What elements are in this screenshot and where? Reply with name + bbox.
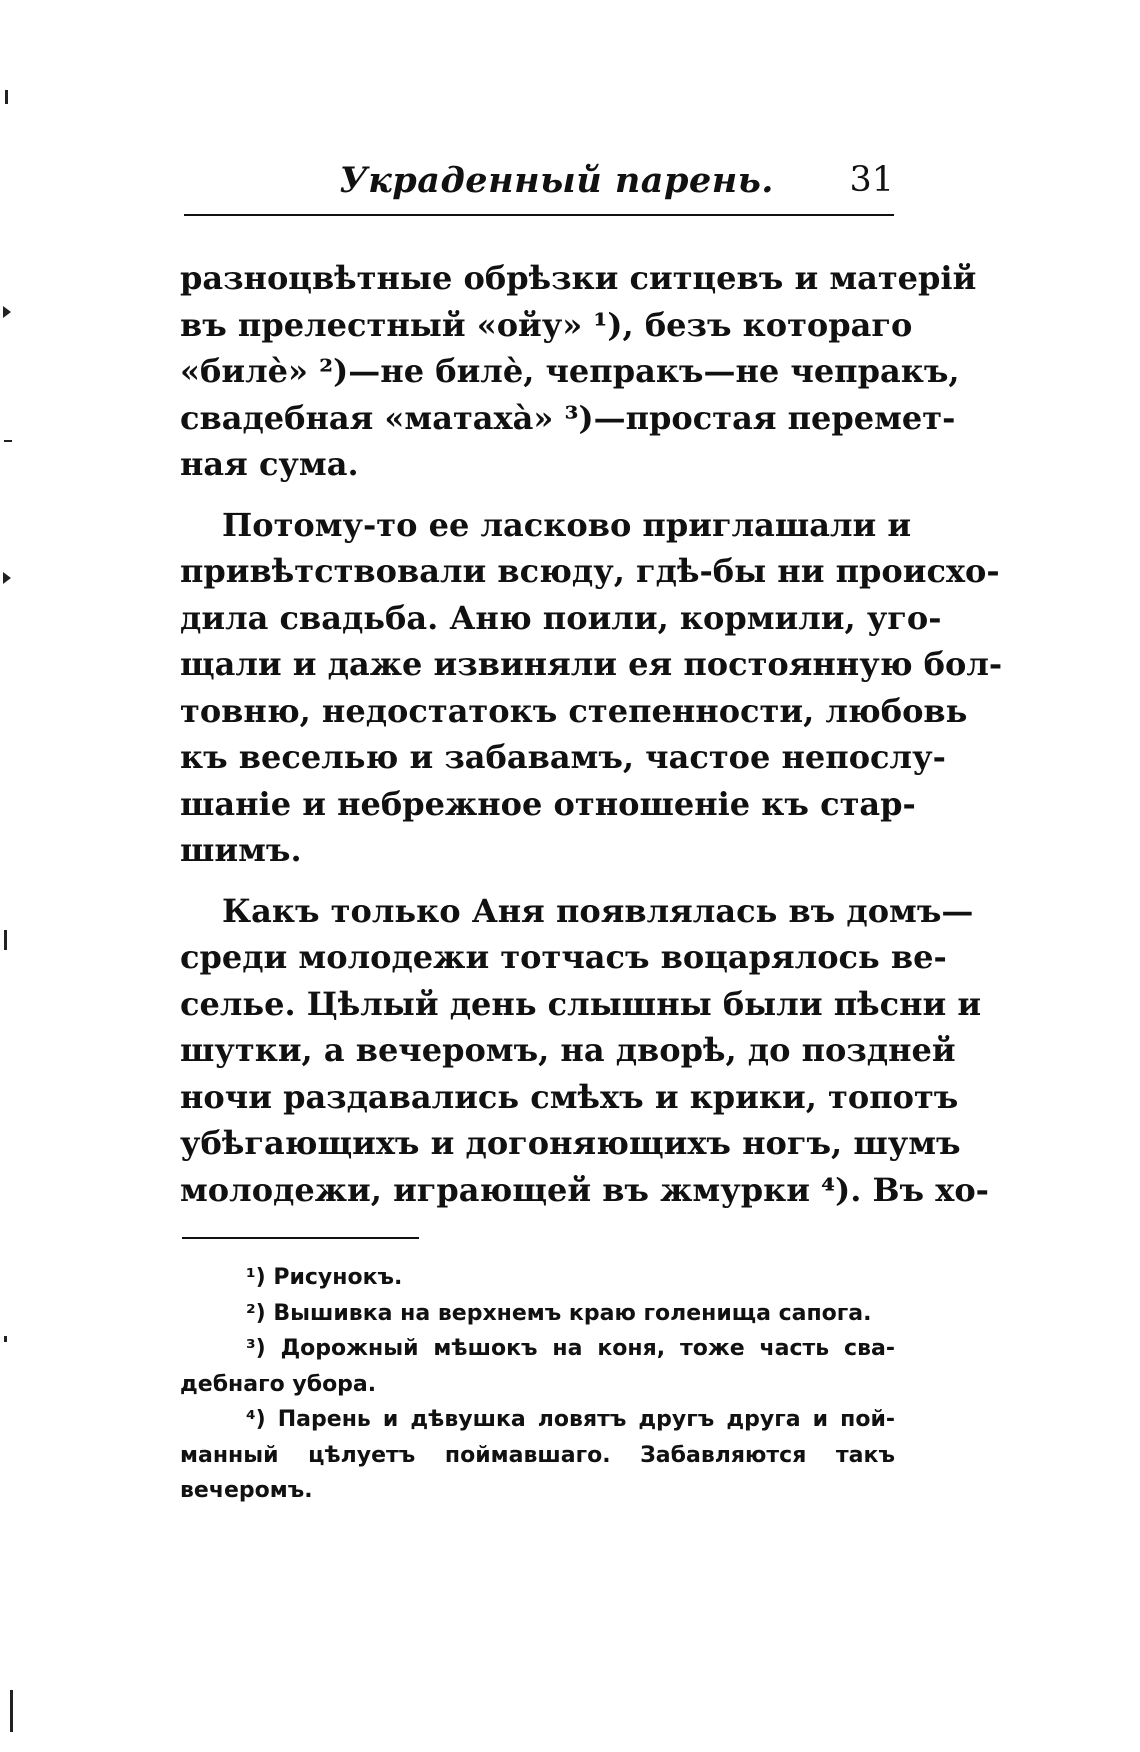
footnote-line: дебнаго убора. xyxy=(180,1371,377,1397)
page-number: 31 xyxy=(849,160,894,200)
footnote-1 xyxy=(180,1260,895,1296)
footnote-4 xyxy=(180,1402,895,1509)
text-line: молодежи, играющей въ жмурки ⁴). Въ хо- xyxy=(180,1170,989,1209)
text-line: разноцвѣтные обрѣзки ситцевъ и матерій xyxy=(180,259,977,297)
paragraph-1 xyxy=(180,255,977,488)
footnotes xyxy=(180,1260,895,1509)
paragraph-3 xyxy=(180,888,989,1214)
text-line: дила свадьба. Аню поили, кормили, уго- xyxy=(180,598,942,637)
text-line: товню, недостатокъ степенности, любовь xyxy=(180,691,968,730)
scan-mark xyxy=(3,306,11,318)
running-title: Украденный парень. xyxy=(339,160,774,201)
text-line: среди молодежи тотчасъ воцарялось ве- xyxy=(180,938,947,976)
body-text xyxy=(180,255,1003,1213)
text-line: убѣгающихъ и догоняющихъ ногъ, шумъ xyxy=(180,1124,961,1162)
text-line: привѣтствовали всюду, гдѣ-бы ни происхо- xyxy=(180,552,1000,590)
running-head xyxy=(184,160,894,210)
scan-mark xyxy=(10,1690,13,1732)
text-line: ночи раздавались смѣхъ и крики, топотъ xyxy=(180,1077,959,1116)
scan-mark xyxy=(5,90,8,104)
text-line: шутки, а вечеромъ, на дворѣ, до поздней xyxy=(180,1031,956,1069)
text-line: ная сума. xyxy=(180,445,359,483)
header-rule xyxy=(184,214,894,216)
text-line: Потому-то ее ласково приглашали и xyxy=(222,505,912,544)
text-line: селье. Цѣлый день слышны были пѣсни и xyxy=(180,984,982,1023)
footnote-line: манный цѣлуетъ поймавшаго. Забавляются такъ xyxy=(180,1442,895,1468)
scan-mark xyxy=(3,572,11,584)
footnote-line: ³) Дорожный мѣшокъ на коня, тоже часть сва- xyxy=(246,1336,895,1361)
scan-mark xyxy=(4,930,7,950)
footnote-line: ¹) Рисунокъ. xyxy=(246,1265,403,1290)
text-line: шаніе и небрежное отношеніе къ стар- xyxy=(180,784,916,823)
text-line: Какъ только Аня появлялась въ домъ— xyxy=(222,891,974,930)
scan-mark xyxy=(4,440,12,442)
footnote-line: ⁴) Парень и дѣвушка ловятъ другъ друга и пой- xyxy=(246,1407,895,1432)
text-line: щали и даже извиняли ея постоянную бол- xyxy=(180,645,1003,683)
footnote-line: ²) Вышивка на верхнемъ краю голенища сапога. xyxy=(246,1300,872,1326)
text-line: свадебная «матахà» ³)—простая перемет- xyxy=(180,398,956,437)
text-line: къ веселью и забавамъ, частое непослу- xyxy=(180,738,946,776)
paragraph-2 xyxy=(180,502,1003,874)
scan-mark xyxy=(4,1336,7,1342)
footnote-3 xyxy=(180,1331,895,1402)
text-line: «билѐ» ²)—не билѐ, чепракъ—не чепракъ, xyxy=(180,352,960,390)
footnote-2 xyxy=(180,1296,895,1332)
text-line: въ прелестный «ойу» ¹), безъ котораго xyxy=(180,305,913,344)
footnote-line: вечеромъ. xyxy=(180,1478,313,1503)
footnote-rule xyxy=(182,1237,419,1239)
text-line: шимъ. xyxy=(180,831,302,869)
